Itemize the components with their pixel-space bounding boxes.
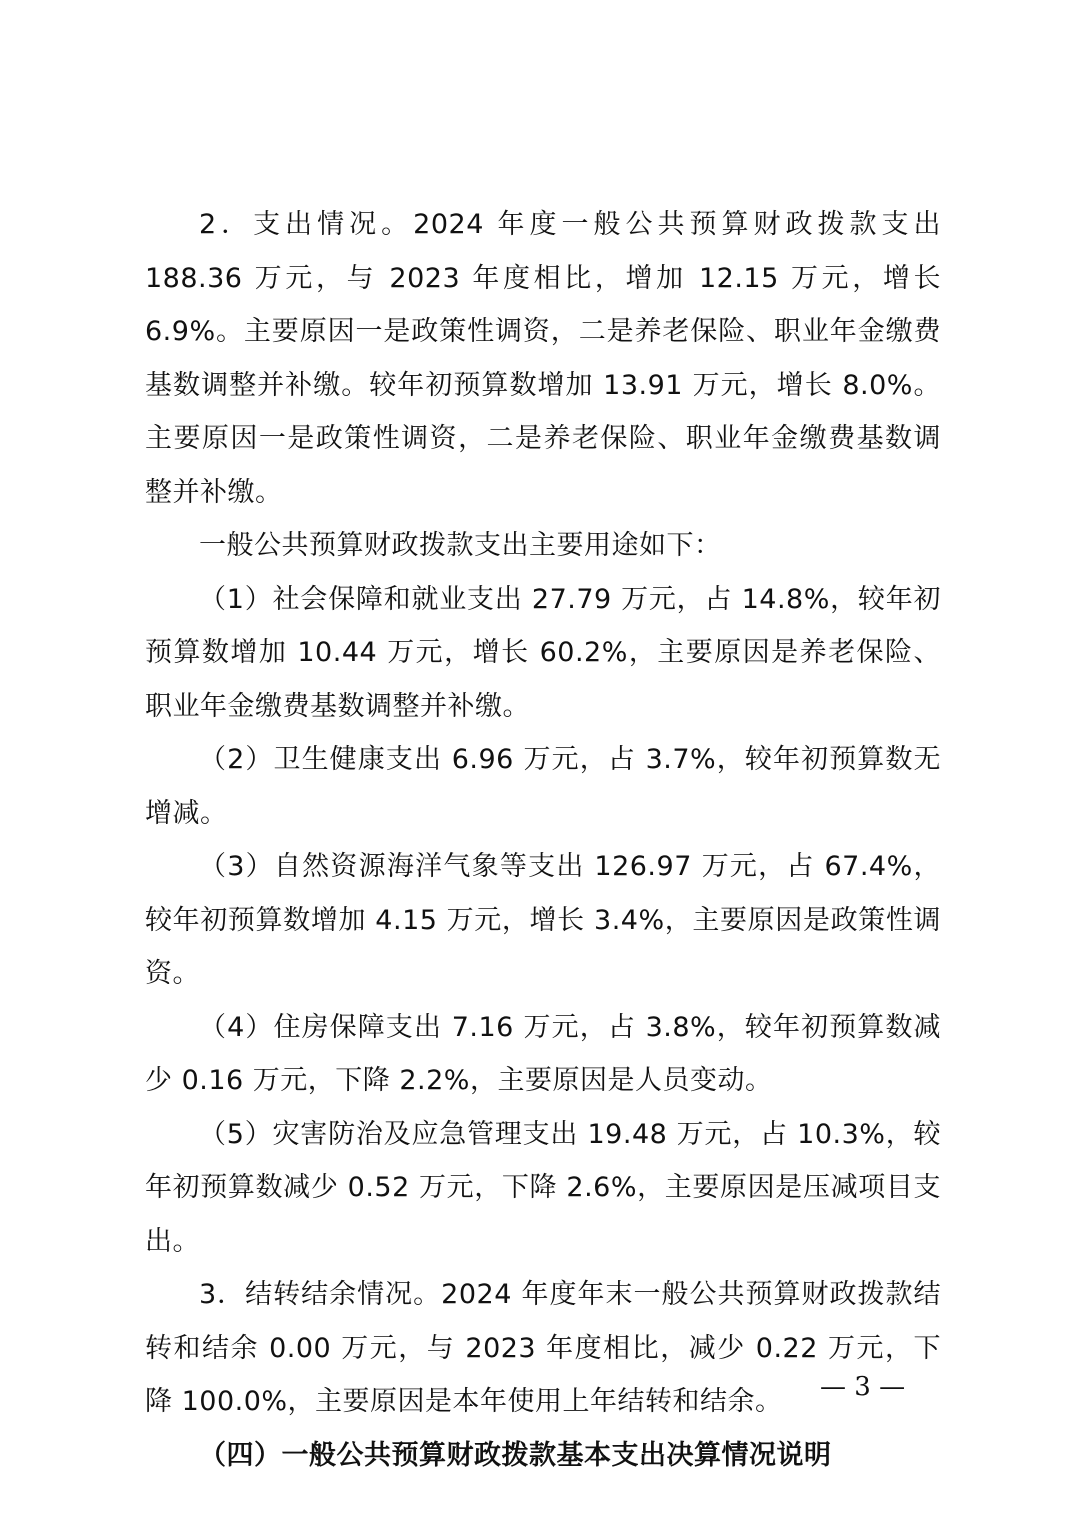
paragraph-item-2: （2）卫生健康支出 6.96 万元，占 3.7%，较年初预算数无增减。 [145,744,941,829]
page-number: — 3 — [820,1372,906,1402]
paragraph-main-uses: 一般公共预算财政拨款支出主要用途如下： [199,530,722,561]
document-body [145,198,941,1482]
paragraph-item-5: （5）灾害防治及应急管理支出 19.48 万元，占 10.3%，较年初预算数减少 0.52 万元，下降 2.6%，主要原因是压减项目支出。 [145,1118,941,1257]
paragraph-expenditure: 2．支出情况。2024 年度一般公共预算财政拨款支出 188.36 万元，与 2023 年度相比，增加 12.15 万元，增长 6.9%。主要原因一是政策性调资，二是养老保险、职业年金缴费基数调整并补缴。较年初预算数增加 13.91 万元，增长 8.0%。主要原因一是政策性调资，二是养老保险、职业年金缴费基数调整并补缴。 [145,209,941,508]
paragraph-item-3: （3）自然资源海洋气象等支出 126.97 万元，占 67.4%，较年初预算数增加 4.15 万元，增长 3.4%，主要原因是政策性调资。 [145,851,941,989]
section-heading: （四）一般公共预算财政拨款基本支出决算情况说明 [199,1439,832,1471]
paragraph-item-4: （4）住房保障支出 7.16 万元，占 3.8%，较年初预算数减少 0.16 万元，下降 2.2%，主要原因是人员变动。 [145,1011,941,1096]
paragraph-item-1: （1）社会保障和就业支出 27.79 万元，占 14.8%，较年初预算数增加 10.44 万元，增长 60.2%，主要原因是养老保险、职业年金缴费基数调整并补缴。 [145,583,941,722]
paragraph-carryover: 3．结转结余情况。2024 年度年末一般公共预算财政拨款结转和结余 0.00 万元，与 2023 年度相比，减少 0.22 万元，下降 100.0%，主要原因是本年使用上年结转和结余。 [145,1279,941,1417]
